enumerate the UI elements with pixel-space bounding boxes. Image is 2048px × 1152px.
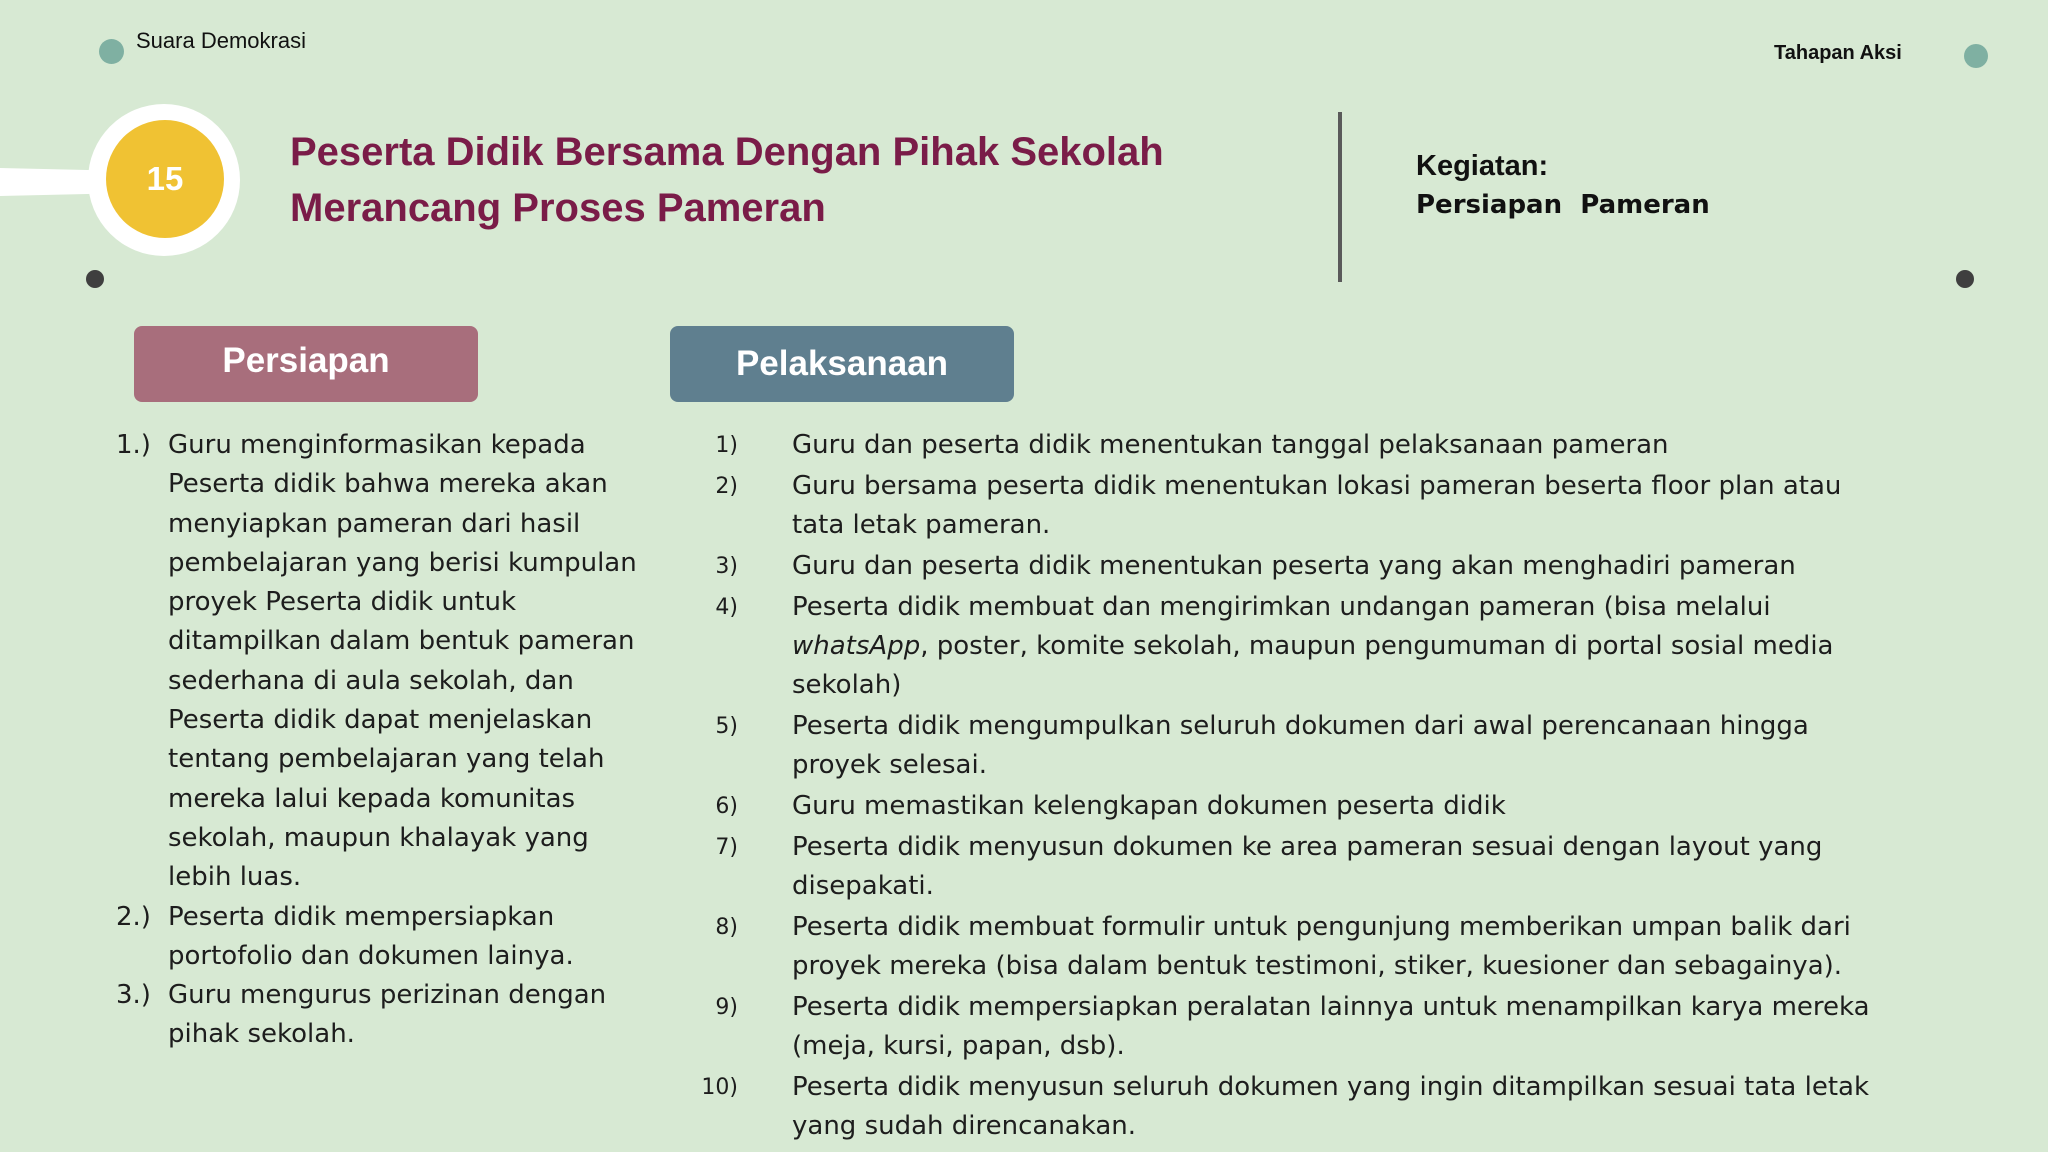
list-item-text-part: , poster, komite sekolah, maupun pengumuman di portal sosial media sekolah) bbox=[792, 631, 1834, 700]
list-item bbox=[690, 828, 1890, 906]
list-item-text: Peserta didik mempersiapkan peralatan lainnya untuk menampilkan karya mereka (meja, kursi, papan, dsb). bbox=[792, 992, 1870, 1061]
list-item-text: Guru memastikan kelengkapan dokumen peserta didik bbox=[792, 791, 1506, 821]
list-item-text: Peserta didik mengumpulkan seluruh dokumen dari awal perencanaan hingga proyek selesai. bbox=[792, 711, 1809, 780]
list-item bbox=[690, 1068, 1890, 1146]
preparation-list bbox=[116, 426, 656, 1055]
list-item-text: Guru mengurus perizinan dengan pihak sekolah. bbox=[168, 980, 607, 1050]
list-item bbox=[690, 707, 1890, 785]
list-item-number: 7) bbox=[715, 835, 738, 860]
list-item-text: Guru menginformasikan kepada Peserta didik bahwa mereka akan menyiapkan pameran dari hasil pembelajaran yang berisi kumpulan proyek Peserta didik untuk ditampilkan dalam bentuk pameran sederhana di aula sekolah, dan Peserta didik dapat menjelaskan tentang pembelajaran yang telah mereka lalui kepada komunitas sekolah, maupun khalayak yang lebih luas. bbox=[168, 430, 637, 893]
step-number-badge: 15 bbox=[106, 120, 224, 238]
section-label: Tahapan Aksi bbox=[1774, 42, 1902, 64]
list-item-number: 5) bbox=[715, 714, 738, 739]
list-item-text: Peserta didik mempersiapkan portofolio dan dokumen lainya. bbox=[168, 901, 574, 971]
page-title-line-2: Merancang Proses Pameran bbox=[290, 186, 826, 230]
list-item bbox=[690, 426, 1890, 465]
list-item-text: Peserta didik menyusun seluruh dokumen yang ingin ditampilkan sesuai tata letak yang sudah direncanakan. bbox=[792, 1072, 1870, 1141]
list-item bbox=[116, 898, 656, 977]
list-item bbox=[116, 976, 656, 1055]
decorative-dot-top-left bbox=[99, 39, 124, 64]
list-item-number: 2.) bbox=[116, 901, 151, 932]
list-item-text bbox=[690, 588, 1890, 705]
list-item-text: Guru bersama peserta didik menentukan lokasi pameran beserta floor plan atau tata letak pameran. bbox=[792, 471, 1842, 540]
list-item-number: 9) bbox=[715, 995, 738, 1020]
list-item-number: 3.) bbox=[116, 980, 151, 1011]
activity-value: Persiapan Pameran bbox=[1416, 190, 1710, 220]
list-item-text: Guru dan peserta didik menentukan tanggal pelaksanaan pameran bbox=[792, 430, 1669, 460]
list-item bbox=[116, 426, 656, 898]
list-item bbox=[690, 988, 1890, 1066]
tab-persiapan: Persiapan bbox=[134, 326, 478, 402]
decorative-dot-left bbox=[86, 270, 104, 288]
list-item-text-part: Peserta didik membuat dan mengirimkan undangan pameran (bisa melalui bbox=[792, 592, 1771, 622]
list-item-number: 3) bbox=[715, 554, 738, 579]
list-item-number: 2) bbox=[715, 474, 738, 499]
decorative-dot-top-right bbox=[1964, 44, 1988, 68]
list-item-text: Peserta didik membuat formulir untuk pengunjung memberikan umpan balik dari proyek mereka (bisa dalam bentuk testimoni, stiker, kuesioner dan sebagainya). bbox=[792, 912, 1851, 981]
list-item bbox=[690, 588, 1890, 705]
tab-pelaksanaan: Pelaksanaan bbox=[670, 326, 1014, 402]
execution-list bbox=[690, 426, 1890, 1148]
list-item-text: Guru dan peserta didik menentukan peserta yang akan menghadiri pameran bbox=[792, 551, 1796, 581]
vertical-divider bbox=[1338, 112, 1342, 282]
list-item-number: 6) bbox=[715, 794, 738, 819]
decorative-dot-right bbox=[1956, 270, 1974, 288]
list-item-number: 8) bbox=[715, 915, 738, 940]
activity-label: Kegiatan: bbox=[1416, 150, 1549, 182]
list-item-text: Peserta didik menyusun dokumen ke area pameran sesuai dengan layout yang disepakati. bbox=[792, 832, 1823, 901]
list-item-number: 4) bbox=[715, 595, 738, 620]
brand-name: Suara Demokrasi bbox=[136, 28, 306, 53]
list-item bbox=[690, 547, 1890, 586]
list-item bbox=[690, 908, 1890, 986]
list-item bbox=[690, 467, 1890, 545]
list-item-number: 1.) bbox=[116, 430, 151, 460]
page-title-line-1: Peserta Didik Bersama Dengan Pihak Sekolah bbox=[290, 130, 1164, 174]
page-title bbox=[290, 124, 1290, 236]
list-item-number: 10) bbox=[701, 1075, 738, 1100]
list-item-number: 1) bbox=[715, 433, 738, 458]
list-item-text-italic: whatsApp bbox=[792, 631, 921, 661]
list-item bbox=[690, 787, 1890, 826]
